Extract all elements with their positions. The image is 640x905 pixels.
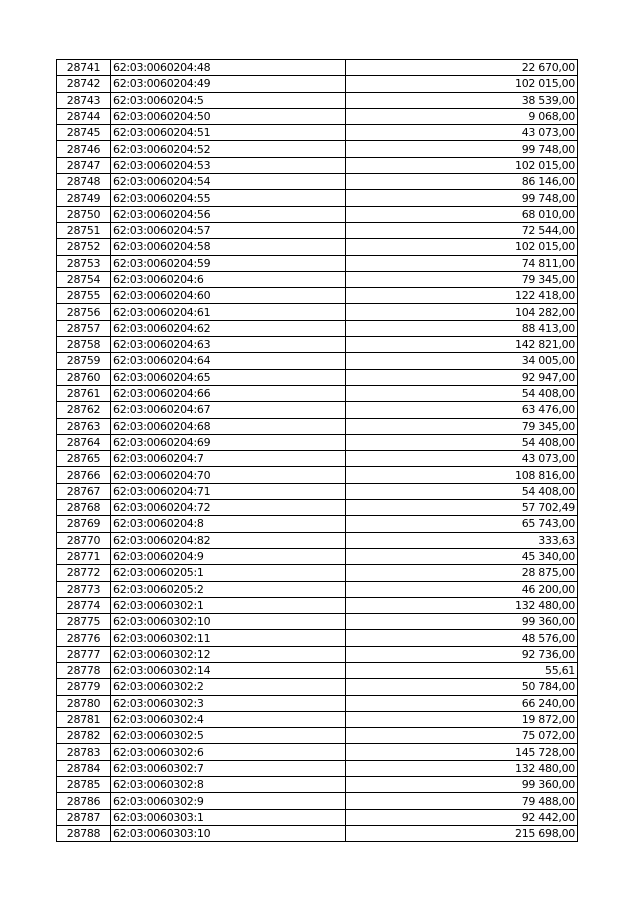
cadastral-number: 62:03:0060204:57	[111, 222, 346, 238]
table-row	[57, 337, 578, 353]
row-number: 28761	[57, 385, 111, 401]
table-row	[57, 500, 578, 516]
table-row	[57, 92, 578, 108]
cadastral-number: 62:03:0060302:8	[111, 777, 346, 793]
cadastral-value: 104 282,00	[346, 304, 578, 320]
cadastral-value: 92 442,00	[346, 809, 578, 825]
cadastral-value: 66 240,00	[346, 695, 578, 711]
cadastral-value: 75 072,00	[346, 728, 578, 744]
table-row	[57, 418, 578, 434]
table-row	[57, 369, 578, 385]
cadastral-value: 102 015,00	[346, 157, 578, 173]
table-row	[57, 728, 578, 744]
cadastral-number: 62:03:0060204:56	[111, 206, 346, 222]
cadastral-number: 62:03:0060204:66	[111, 385, 346, 401]
cadastral-value: 108 816,00	[346, 467, 578, 483]
row-number: 28758	[57, 337, 111, 353]
cadastral-number: 62:03:0060204:69	[111, 434, 346, 450]
cadastral-number: 62:03:0060204:82	[111, 532, 346, 548]
cadastral-value: 99 360,00	[346, 777, 578, 793]
cadastral-number: 62:03:0060204:5	[111, 92, 346, 108]
row-number: 28785	[57, 777, 111, 793]
cadastral-number: 62:03:0060302:3	[111, 695, 346, 711]
table-row	[57, 288, 578, 304]
row-number: 28744	[57, 108, 111, 124]
row-number: 28750	[57, 206, 111, 222]
table-row	[57, 695, 578, 711]
row-number: 28749	[57, 190, 111, 206]
cadastral-value: 132 480,00	[346, 760, 578, 776]
cadastral-number: 62:03:0060204:62	[111, 320, 346, 336]
cadastral-number: 62:03:0060204:60	[111, 288, 346, 304]
cadastral-value: 74 811,00	[346, 255, 578, 271]
table-row	[57, 434, 578, 450]
table-row	[57, 565, 578, 581]
row-number: 28760	[57, 369, 111, 385]
cadastral-number: 62:03:0060204:8	[111, 516, 346, 532]
table-row	[57, 174, 578, 190]
table-row	[57, 581, 578, 597]
cadastral-number: 62:03:0060204:63	[111, 337, 346, 353]
cadastral-value: 79 345,00	[346, 271, 578, 287]
cadastral-number: 62:03:0060204:67	[111, 402, 346, 418]
cadastral-number: 62:03:0060302:4	[111, 711, 346, 727]
row-number: 28776	[57, 630, 111, 646]
cadastral-value: 122 418,00	[346, 288, 578, 304]
cadastral-number: 62:03:0060303:1	[111, 809, 346, 825]
row-number: 28770	[57, 532, 111, 548]
cadastral-number: 62:03:0060204:68	[111, 418, 346, 434]
cadastral-value: 55,61	[346, 662, 578, 678]
row-number: 28742	[57, 76, 111, 92]
cadastral-number: 62:03:0060204:6	[111, 271, 346, 287]
cadastral-number: 62:03:0060302:9	[111, 793, 346, 809]
row-number: 28757	[57, 320, 111, 336]
cadastral-number: 62:03:0060204:48	[111, 60, 346, 76]
table-row	[57, 809, 578, 825]
cadastral-value: 132 480,00	[346, 597, 578, 613]
table-row	[57, 614, 578, 630]
row-number: 28747	[57, 157, 111, 173]
cadastral-number: 62:03:0060302:1	[111, 597, 346, 613]
cadastral-value: 99 748,00	[346, 141, 578, 157]
row-number: 28752	[57, 239, 111, 255]
row-number: 28764	[57, 434, 111, 450]
row-number: 28782	[57, 728, 111, 744]
row-number: 28763	[57, 418, 111, 434]
cadastral-value: 22 670,00	[346, 60, 578, 76]
cadastral-value: 68 010,00	[346, 206, 578, 222]
cadastral-value: 57 702,49	[346, 500, 578, 516]
row-number: 28759	[57, 353, 111, 369]
cadastral-number: 62:03:0060302:11	[111, 630, 346, 646]
table-row	[57, 516, 578, 532]
cadastral-value: 46 200,00	[346, 581, 578, 597]
cadastral-number: 62:03:0060204:65	[111, 369, 346, 385]
cadastral-number: 62:03:0060302:6	[111, 744, 346, 760]
cadastral-value: 65 743,00	[346, 516, 578, 532]
table-row	[57, 532, 578, 548]
row-number: 28745	[57, 125, 111, 141]
cadastral-value: 79 488,00	[346, 793, 578, 809]
cadastral-number: 62:03:0060302:5	[111, 728, 346, 744]
table-row	[57, 76, 578, 92]
cadastral-value: 92 736,00	[346, 646, 578, 662]
row-number: 28781	[57, 711, 111, 727]
cadastral-number: 62:03:0060204:52	[111, 141, 346, 157]
row-number: 28771	[57, 548, 111, 564]
cadastral-value: 72 544,00	[346, 222, 578, 238]
table-row	[57, 451, 578, 467]
cadastral-value: 145 728,00	[346, 744, 578, 760]
cadastral-value: 19 872,00	[346, 711, 578, 727]
row-number: 28778	[57, 662, 111, 678]
cadastral-number: 62:03:0060204:61	[111, 304, 346, 320]
row-number: 28772	[57, 565, 111, 581]
row-number: 28784	[57, 760, 111, 776]
row-number: 28786	[57, 793, 111, 809]
cadastral-value: 54 408,00	[346, 434, 578, 450]
cadastral-value: 28 875,00	[346, 565, 578, 581]
table-row	[57, 320, 578, 336]
cadastral-value: 102 015,00	[346, 239, 578, 255]
cadastral-value: 333,63	[346, 532, 578, 548]
row-number: 28788	[57, 825, 111, 841]
row-number: 28751	[57, 222, 111, 238]
table-row	[57, 222, 578, 238]
row-number: 28767	[57, 483, 111, 499]
row-number: 28777	[57, 646, 111, 662]
cadastral-value: 215 698,00	[346, 825, 578, 841]
table-row	[57, 255, 578, 271]
cadastral-value: 43 073,00	[346, 451, 578, 467]
cadastral-number: 62:03:0060204:50	[111, 108, 346, 124]
cadastral-value: 54 408,00	[346, 385, 578, 401]
cadastral-number: 62:03:0060204:59	[111, 255, 346, 271]
row-number: 28769	[57, 516, 111, 532]
table-row	[57, 141, 578, 157]
cadastral-number: 62:03:0060204:55	[111, 190, 346, 206]
table-row	[57, 125, 578, 141]
cadastral-value: 34 005,00	[346, 353, 578, 369]
cadastral-value: 99 360,00	[346, 614, 578, 630]
cadastral-value: 45 340,00	[346, 548, 578, 564]
table-row	[57, 60, 578, 76]
cadastral-value: 50 784,00	[346, 679, 578, 695]
row-number: 28779	[57, 679, 111, 695]
table-row	[57, 353, 578, 369]
table-row	[57, 239, 578, 255]
row-number: 28765	[57, 451, 111, 467]
cadastral-number: 62:03:0060205:2	[111, 581, 346, 597]
cadastral-number: 62:03:0060204:53	[111, 157, 346, 173]
row-number: 28743	[57, 92, 111, 108]
cadastral-value: 88 413,00	[346, 320, 578, 336]
cadastral-number: 62:03:0060302:2	[111, 679, 346, 695]
cadastral-value: 86 146,00	[346, 174, 578, 190]
cadastral-number: 62:03:0060204:71	[111, 483, 346, 499]
row-number: 28768	[57, 500, 111, 516]
table-row	[57, 793, 578, 809]
table-row	[57, 206, 578, 222]
table-row	[57, 157, 578, 173]
table-row	[57, 711, 578, 727]
cadastral-value: 92 947,00	[346, 369, 578, 385]
cadastral-value: 102 015,00	[346, 76, 578, 92]
cadastral-value-table	[56, 59, 578, 842]
table-row	[57, 190, 578, 206]
row-number: 28748	[57, 174, 111, 190]
cadastral-value: 54 408,00	[346, 483, 578, 499]
table-row	[57, 597, 578, 613]
table-body	[57, 60, 578, 842]
cadastral-number: 62:03:0060303:10	[111, 825, 346, 841]
row-number: 28773	[57, 581, 111, 597]
row-number: 28755	[57, 288, 111, 304]
row-number: 28787	[57, 809, 111, 825]
table-row	[57, 385, 578, 401]
table-row	[57, 679, 578, 695]
row-number: 28756	[57, 304, 111, 320]
cadastral-number: 62:03:0060204:72	[111, 500, 346, 516]
row-number: 28741	[57, 60, 111, 76]
table-row	[57, 483, 578, 499]
table-row	[57, 630, 578, 646]
cadastral-number: 62:03:0060205:1	[111, 565, 346, 581]
table-row	[57, 825, 578, 841]
table-row	[57, 662, 578, 678]
cadastral-number: 62:03:0060204:58	[111, 239, 346, 255]
cadastral-value: 48 576,00	[346, 630, 578, 646]
table-row	[57, 304, 578, 320]
table-row	[57, 108, 578, 124]
cadastral-number: 62:03:0060302:12	[111, 646, 346, 662]
cadastral-number: 62:03:0060204:7	[111, 451, 346, 467]
table-row	[57, 467, 578, 483]
table-row	[57, 744, 578, 760]
cadastral-number: 62:03:0060204:51	[111, 125, 346, 141]
row-number: 28746	[57, 141, 111, 157]
row-number: 28775	[57, 614, 111, 630]
cadastral-number: 62:03:0060204:9	[111, 548, 346, 564]
cadastral-number: 62:03:0060204:54	[111, 174, 346, 190]
row-number: 28762	[57, 402, 111, 418]
row-number: 28774	[57, 597, 111, 613]
table-row	[57, 760, 578, 776]
cadastral-value: 99 748,00	[346, 190, 578, 206]
row-number: 28766	[57, 467, 111, 483]
cadastral-number: 62:03:0060204:70	[111, 467, 346, 483]
cadastral-value: 63 476,00	[346, 402, 578, 418]
row-number: 28753	[57, 255, 111, 271]
cadastral-number: 62:03:0060302:14	[111, 662, 346, 678]
row-number: 28780	[57, 695, 111, 711]
cadastral-number: 62:03:0060302:10	[111, 614, 346, 630]
table-row	[57, 646, 578, 662]
table-row	[57, 777, 578, 793]
table-row	[57, 402, 578, 418]
cadastral-value: 43 073,00	[346, 125, 578, 141]
table-row	[57, 548, 578, 564]
row-number: 28783	[57, 744, 111, 760]
cadastral-number: 62:03:0060302:7	[111, 760, 346, 776]
table-row	[57, 271, 578, 287]
cadastral-value: 38 539,00	[346, 92, 578, 108]
row-number: 28754	[57, 271, 111, 287]
cadastral-number: 62:03:0060204:49	[111, 76, 346, 92]
cadastral-value: 9 068,00	[346, 108, 578, 124]
cadastral-value: 79 345,00	[346, 418, 578, 434]
cadastral-number: 62:03:0060204:64	[111, 353, 346, 369]
cadastral-value: 142 821,00	[346, 337, 578, 353]
